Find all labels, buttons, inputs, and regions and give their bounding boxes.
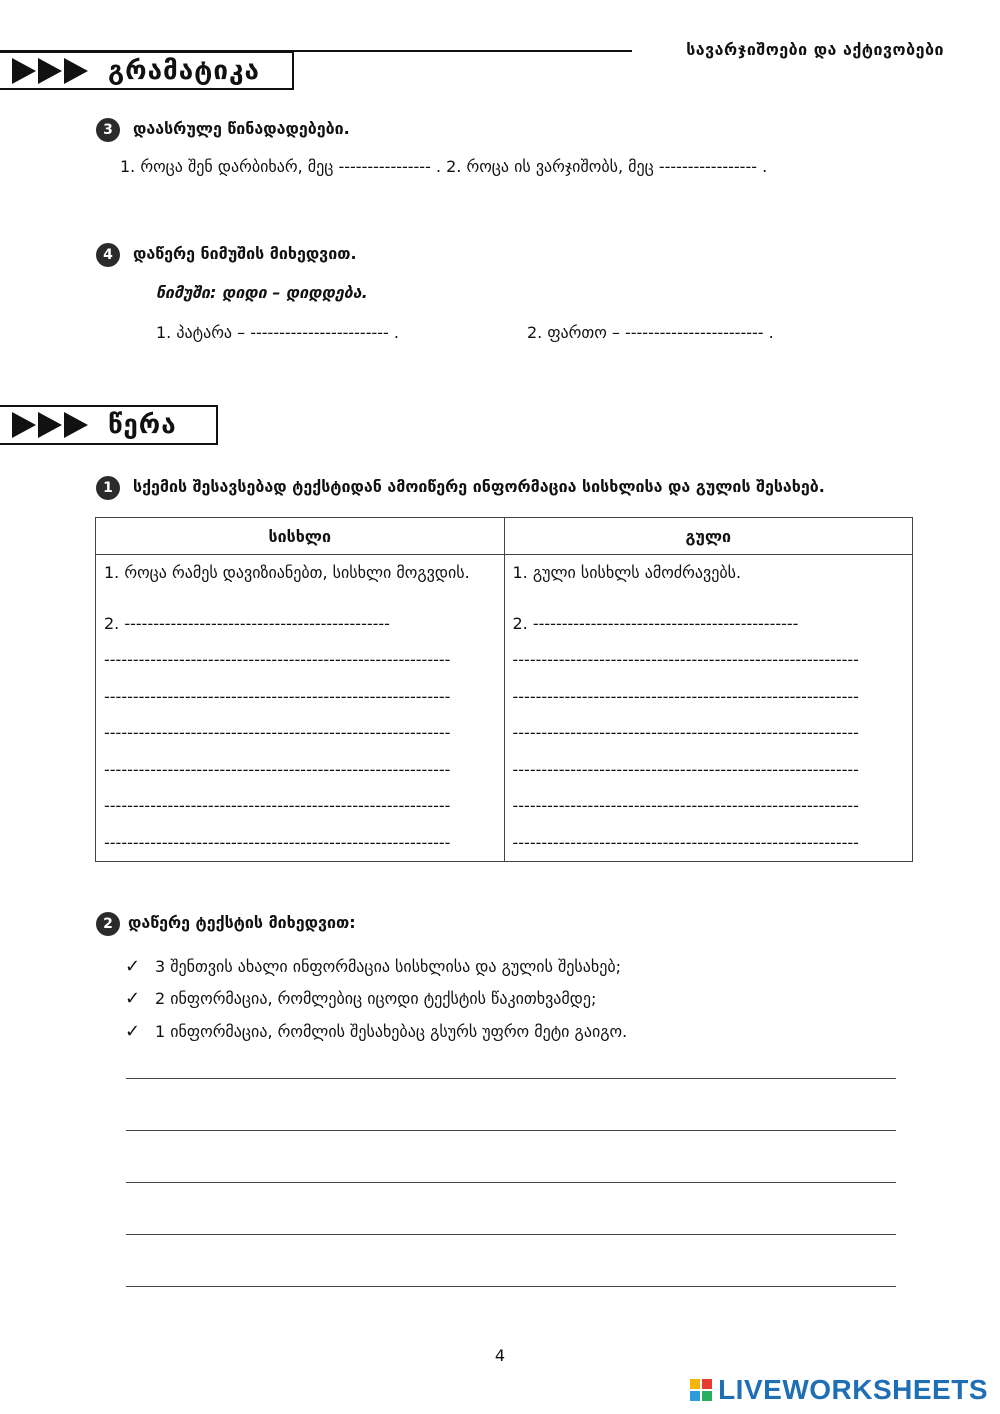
- header-title: სავარჯიშოები და აქტივობები: [686, 40, 944, 59]
- checklist-item: [125, 1015, 627, 1048]
- task-4-item-2: 2. ფართო – ------------------------ .: [527, 323, 774, 342]
- section-title-writing: წერა: [108, 410, 177, 440]
- logo-square: [702, 1379, 712, 1389]
- heart-line: ------------------------------------------------------------: [512, 723, 859, 742]
- heart-line: 1. გული სისხლს ამოძრავებს.: [512, 563, 742, 582]
- writing-task-1-title: სქემის შესავსებად ტექსტიდან ამოიწერე ინფორმაცია სისხლისა და გულის შესახებ.: [133, 477, 825, 496]
- heart-line: ------------------------------------------------------------: [512, 796, 859, 815]
- checklist-item-text: 1 ინფორმაცია, რომლის შესახებაც გსურს უფრო მეტი გაიგო.: [155, 1021, 628, 1041]
- heart-line: ------------------------------------------------------------: [512, 832, 859, 852]
- blood-cell[interactable]: [96, 555, 505, 862]
- arrows-icon: [12, 58, 90, 84]
- writing-task-2-title: დაწერე ტექსტის მიხედვით:: [128, 913, 356, 932]
- column-header-heart: გული: [504, 518, 913, 555]
- checkmark-icon: ✓: [125, 988, 141, 1010]
- arrows-icon: [12, 412, 90, 438]
- section-title-grammar: გრამატიკა: [108, 55, 260, 86]
- page-number: 4: [494, 1346, 506, 1365]
- answer-line[interactable]: [126, 1182, 896, 1183]
- checklist: [125, 950, 627, 1048]
- blood-line: ------------------------------------------------------------: [104, 759, 451, 779]
- task-number-3: 3: [96, 118, 120, 142]
- writing-section-banner: [0, 405, 218, 445]
- task-number-2: 2: [96, 912, 120, 936]
- blood-line: [104, 592, 496, 606]
- checklist-item: [125, 950, 627, 983]
- grammar-section-banner: [0, 51, 294, 90]
- task-3-line: 1. როცა შენ დარბიხარ, მეც ---------------- . 2. როცა ის ვარჯიშობს, მეც ----------------- .: [120, 157, 768, 176]
- task-4-title: დაწერე ნიმუშის მიხედვით.: [133, 244, 357, 263]
- blood-line: ------------------------------------------------------------: [104, 796, 451, 815]
- blood-line: ------------------------------------------------------------: [104, 832, 451, 852]
- answer-line[interactable]: [126, 1286, 896, 1287]
- answer-line[interactable]: [126, 1078, 896, 1079]
- blood-line: ------------------------------------------------------------: [104, 686, 451, 706]
- checklist-item: [125, 983, 627, 1016]
- checkmark-icon: ✓: [125, 955, 141, 977]
- checklist-item-text: 2 ინფორმაცია, რომლებიც იცოდი ტექსტის წაკითხვამდე;: [155, 989, 597, 1009]
- logo-text: LIVEWORKSHEETS: [718, 1374, 988, 1405]
- task-number-1: 1: [96, 476, 120, 500]
- logo-square: [690, 1391, 700, 1401]
- scheme-table: [95, 517, 913, 862]
- blood-line: ------------------------------------------------------------: [104, 650, 451, 669]
- checkmark-icon: ✓: [125, 1020, 141, 1042]
- answer-line[interactable]: [126, 1130, 896, 1131]
- answer-line[interactable]: [126, 1234, 896, 1235]
- logo-square: [690, 1379, 700, 1389]
- logo-icon: [690, 1379, 712, 1401]
- heart-line: ------------------------------------------------------------: [512, 650, 859, 669]
- task-4-example: ნიმუში: დიდი – დიდდება.: [156, 283, 368, 302]
- checklist-item-text: 3 შენთვის ახალი ინფორმაცია სისხლისა და გულის შესახებ;: [155, 956, 622, 976]
- column-header-blood: სისხლი: [96, 518, 505, 555]
- blood-line: 2. ----------------------------------------------: [104, 613, 390, 633]
- heart-line: ------------------------------------------------------------: [512, 759, 859, 779]
- liveworksheets-logo[interactable]: [690, 1374, 988, 1406]
- heart-cell[interactable]: [504, 555, 913, 862]
- heart-line: 2. ----------------------------------------------: [512, 613, 799, 633]
- logo-square: [702, 1391, 712, 1401]
- task-3-title: დაასრულე წინადადებები.: [133, 119, 350, 138]
- task-number-4: 4: [96, 243, 120, 267]
- blood-line: ------------------------------------------------------------: [104, 723, 451, 742]
- blood-line: 1. როცა რამეს დავიზიანებთ, სისხლი მოგვდის.: [104, 563, 470, 582]
- task-4-item-1: 1. პატარა – ------------------------ .: [156, 323, 399, 342]
- heart-line: [513, 592, 905, 606]
- heart-line: ------------------------------------------------------------: [512, 686, 859, 706]
